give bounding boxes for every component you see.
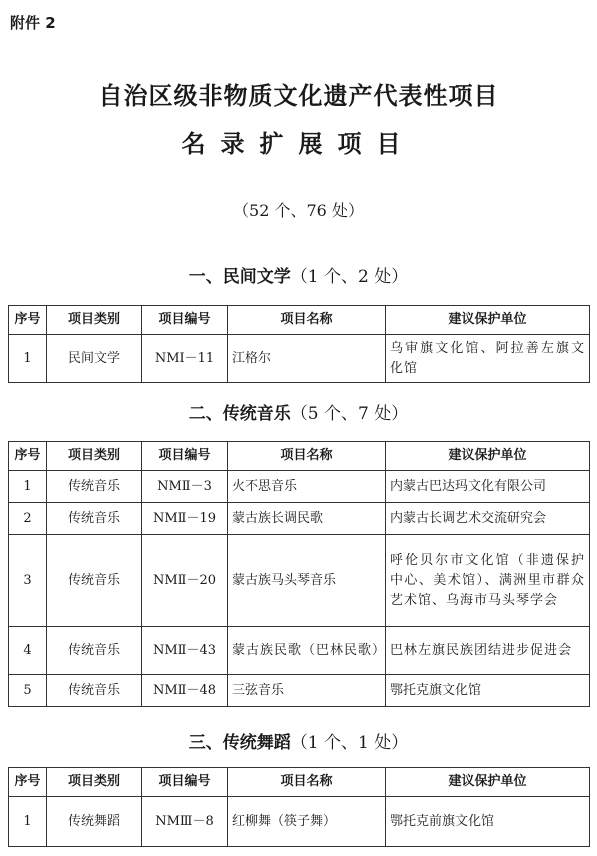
cell-index: 5 xyxy=(9,675,47,707)
cell-name: 蒙古族民歌（巴林民歌） xyxy=(228,627,386,675)
project-table xyxy=(8,305,590,383)
cell-unit: 鄂托克前旗文化馆 xyxy=(386,797,590,847)
section-title: 三、传统舞蹈 xyxy=(188,733,291,753)
table-row xyxy=(9,627,590,675)
cell-index: 1 xyxy=(9,797,47,847)
cell-unit: 呼伦贝尔市文化馆（非遗保护中心、美术馆）、满洲里市群众艺术馆、乌海市马头琴学会 xyxy=(386,535,590,627)
section-count: （5 个、7 处） xyxy=(290,404,409,424)
cell-code: NMⅡ－48 xyxy=(142,675,228,707)
header-index: 序号 xyxy=(9,768,47,797)
header-unit: 建议保护单位 xyxy=(386,306,590,335)
table-header-row xyxy=(9,306,590,335)
header-name: 项目名称 xyxy=(228,306,386,335)
cell-unit: 乌审旗文化馆、阿拉善左旗文化馆 xyxy=(386,335,590,383)
cell-name: 火不思音乐 xyxy=(228,471,386,503)
cell-index: 1 xyxy=(9,471,47,503)
cell-index: 4 xyxy=(9,627,47,675)
document-subtitle: 名录扩展项目 xyxy=(181,130,416,158)
header-category: 项目类别 xyxy=(47,768,142,797)
cell-unit: 内蒙古巴达玛文化有限公司 xyxy=(386,471,590,503)
table-row xyxy=(9,471,590,503)
section-heading xyxy=(0,399,597,424)
table-row xyxy=(9,335,590,383)
cell-code: NMⅡ－43 xyxy=(142,627,228,675)
cell-code: NMⅡ－19 xyxy=(142,503,228,535)
header-category: 项目类别 xyxy=(47,442,142,471)
cell-name: 红柳舞（筷子舞） xyxy=(228,797,386,847)
cell-code: NMⅠ－11 xyxy=(142,335,228,383)
total-count: （52 个、76 处） xyxy=(233,201,364,220)
section-title: 二、传统音乐 xyxy=(188,404,291,424)
cell-category: 传统音乐 xyxy=(47,471,142,503)
cell-category: 传统音乐 xyxy=(47,675,142,707)
cell-name: 江格尔 xyxy=(228,335,386,383)
section-heading xyxy=(0,728,597,753)
cell-index: 2 xyxy=(9,503,47,535)
table-row xyxy=(9,797,590,847)
cell-name: 蒙古族长调民歌 xyxy=(228,503,386,535)
section-title: 一、民间文学 xyxy=(188,267,291,287)
header-name: 项目名称 xyxy=(228,442,386,471)
section-heading xyxy=(0,262,597,287)
document-title: 自治区级非物质文化遗产代表性项目 xyxy=(98,82,499,110)
section-count: （1 个、1 处） xyxy=(290,733,409,753)
table-row xyxy=(9,675,590,707)
cell-category: 传统舞蹈 xyxy=(47,797,142,847)
header-index: 序号 xyxy=(9,306,47,335)
project-table xyxy=(8,441,590,707)
cell-unit: 鄂托克旗文化馆 xyxy=(386,675,590,707)
attachment-label: 附件 2 xyxy=(10,14,56,32)
cell-category: 传统音乐 xyxy=(47,503,142,535)
header-code: 项目编号 xyxy=(142,442,228,471)
project-table xyxy=(8,767,590,847)
cell-code: NMⅡ－20 xyxy=(142,535,228,627)
cell-category: 民间文学 xyxy=(47,335,142,383)
cell-code: NMⅢ－8 xyxy=(142,797,228,847)
cell-code: NMⅡ－3 xyxy=(142,471,228,503)
cell-unit: 巴林左旗民族团结进步促进会 xyxy=(386,627,590,675)
table-row xyxy=(9,535,590,627)
header-unit: 建议保护单位 xyxy=(386,768,590,797)
cell-category: 传统音乐 xyxy=(47,535,142,627)
cell-category: 传统音乐 xyxy=(47,627,142,675)
cell-name: 三弦音乐 xyxy=(228,675,386,707)
table-row xyxy=(9,503,590,535)
header-code: 项目编号 xyxy=(142,768,228,797)
header-index: 序号 xyxy=(9,442,47,471)
cell-index: 3 xyxy=(9,535,47,627)
header-unit: 建议保护单位 xyxy=(386,442,590,471)
table-header-row xyxy=(9,442,590,471)
section-count: （1 个、2 处） xyxy=(290,267,409,287)
table-header-row xyxy=(9,768,590,797)
cell-index: 1 xyxy=(9,335,47,383)
cell-name: 蒙古族马头琴音乐 xyxy=(228,535,386,627)
header-name: 项目名称 xyxy=(228,768,386,797)
cell-unit: 内蒙古长调艺术交流研究会 xyxy=(386,503,590,535)
header-category: 项目类别 xyxy=(47,306,142,335)
header-code: 项目编号 xyxy=(142,306,228,335)
